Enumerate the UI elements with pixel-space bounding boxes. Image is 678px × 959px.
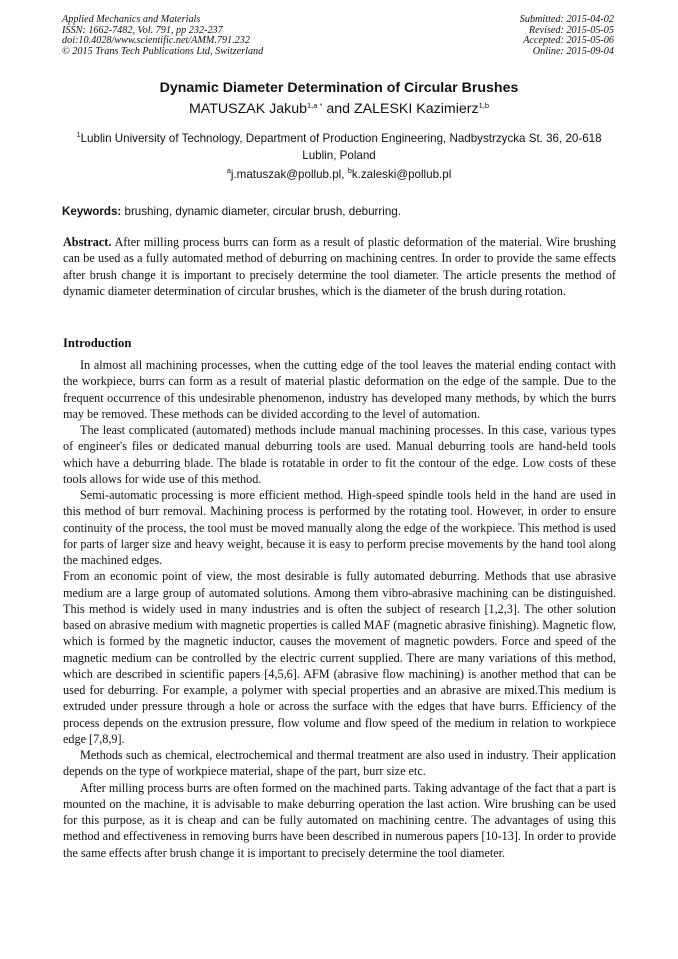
- abstract-text: After milling process burrs can form as a result of plastic deformation of the material. Wire brushing can be used as a fully automated method of deburring on machining centres. In order to provide the same effects after brush change it is important to precisely determine the tool diameter. The article presents the method of dynamic diameter determination of circular brushes, which is the diameter of the brush during rotation.: [63, 235, 616, 298]
- date-revised: Revised: 2015-05-05: [528, 24, 614, 36]
- intro-paragraph-3: Semi-automatic processing is more efficient method. High-speed spindle tools held in the hand are used in this method of burr removal. Machining process is performed by the rotating tool. However, in order to ensure continuity of the process, the tool must be moved manually along the edge of the workpiece. This method is used for parts of larger size and heavy weight, because it is easy to perform precise movements by the hand tool along the machined edges.: [63, 488, 616, 567]
- author-emails: [0, 168, 678, 181]
- journal-name: Applied Mechanics and Materials: [62, 14, 201, 25]
- date-online: Online: 2015-09-04: [532, 45, 614, 57]
- email-b-sup: b: [347, 166, 352, 175]
- keywords-text: brushing, dynamic diameter, circular brush, deburring.: [121, 205, 401, 218]
- journal-copyright: © 2015 Trans Tech Publications Ltd, Switzerland: [62, 45, 264, 57]
- date-submitted: Submitted: 2015-04-02: [519, 14, 614, 25]
- intro-paragraph-5: Methods such as chemical, electrochemical and thermal treatment are also used in industry. Their application depends on the type of workpiece material, shape of the part, burr size etc.: [63, 748, 616, 779]
- author-joiner: and: [322, 101, 354, 117]
- author-2-sup: 1,b: [478, 101, 489, 110]
- author-1-name: MATUSZAK Jakub: [188, 101, 307, 117]
- intro-paragraph-2: The least complicated (automated) methods include manual machining processes. In this case, various types of engineer's files or dedicated manual deburring tools are used. Manual deburring tools are hand-held tools which have a deburring blade. The blade is rotatable in order to fit the contour of the edge. Low costs of these tools allows for wide use of this method.: [63, 423, 616, 486]
- abstract-label: Abstract.: [63, 235, 112, 249]
- introduction-body: [63, 357, 616, 861]
- section-heading-introduction: Introduction: [63, 336, 132, 350]
- paper-title: Dynamic Diameter Determination of Circular Brushes: [159, 80, 519, 96]
- publication-dates: [520, 15, 614, 57]
- intro-paragraph-1: In almost all machining processes, when the cutting edge of the tool leaves the material ending contact with the workpiece, burrs can form as a result of material plastic deformation on the edge of the sample. Due to the frequent occurrence of this undesirable phenomenon, industry has developed many methods, by which the burrs may be removed. These methods can be divided according to the level of automation.: [63, 358, 616, 421]
- email-a: j.matuszak@pollub.pl,: [230, 168, 348, 181]
- affiliation-sup: 1: [76, 130, 81, 139]
- intro-paragraph-4: From an economic point of view, the most desirable is fully automated deburring. Methods that use abrasive medium are a large group of automated solutions. Among them vibro-abrasive machining can be distinguished. This method is widely used in many industries and is often the subject of research [1,2,3]. The other solution based on abrasive medium with magnetic properties is called MAF (magnetic abrasive finishing). Magnetic flow, which is formed by the magnetic inductor, causes the movement of magnetic powders. Force and speed of the magnetic medium can be controlled by the electric current supplied. There are many variations of this method, which are described in scientific papers [4,5,6]. AFM (abrasive flow machining) is another method that can be used for deburring. For example, a polymer with special properties and an abrasive are mixed.This medium is extruded under pressure through a hole or across the surface with the edges that have burrs. Efficiency of the process depends on the extrusion pressure, flow volume and flow speed of the medium in relation to workpiece edge [7,8,9].: [63, 569, 616, 746]
- email-b: k.zaleski@pollub.pl: [351, 168, 452, 181]
- email-a-sup: a: [226, 166, 231, 175]
- journal-doi: doi:10.4028/www.scientific.net/AMM.791.232: [62, 35, 250, 47]
- intro-paragraph-6: After milling process burrs are often formed on the machined parts. Taking advantage of the fact that a part is mounted on the machine, it is advisable to make deburring operation the last action. Wire brushing can be used for this purpose, as it is cheap and can be fully automated on machining centre. The advantages of using this method and effectiveness in removing burrs have been described in numerous papers [10-13]. In order to provide the same effects after brush change it is important to precisely determine the tool diameter.: [63, 780, 616, 860]
- author-1-sup: 1,a *: [306, 101, 323, 110]
- keywords: [62, 205, 618, 218]
- abstract: [63, 234, 616, 299]
- author-line: [0, 101, 678, 117]
- journal-info: [62, 15, 263, 57]
- date-accepted: Accepted: 2015-05-06: [523, 35, 614, 47]
- author-2-name: ZALESKI Kazimierz: [353, 101, 479, 117]
- journal-issn: ISSN: 1662-7482, Vol. 791, pp 232-237: [62, 24, 223, 36]
- keywords-label: Keywords:: [62, 205, 122, 218]
- affiliation: [62, 131, 616, 164]
- affiliation-text: Lublin University of Technology, Department of Production Engineering, Nadbystrzycka St. 36, 20-618 Lublin, Poland: [80, 132, 602, 162]
